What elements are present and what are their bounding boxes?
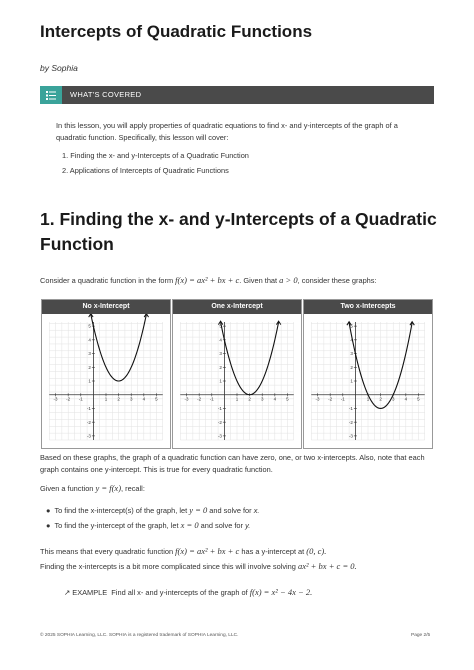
x-tick-label: 4 <box>273 396 277 402</box>
intro-paragraph: In this lesson, you will apply properties of quadratic equations to find x- and y-intercepts of the graph of a quadratic function. Specifically, this lesson will cover: <box>56 121 398 142</box>
math: y = 0 <box>189 505 208 515</box>
math: f(x) = ax² + bx + c <box>175 275 240 285</box>
text: , consider these graphs: <box>297 276 377 285</box>
x-tick-label: 5 <box>417 396 420 402</box>
y-tick-label: 3 <box>350 351 353 357</box>
math: y = f(x) <box>95 483 122 493</box>
graph-svg <box>42 314 170 448</box>
text: y. <box>245 521 251 530</box>
means-paragraph <box>40 545 326 558</box>
text: x. <box>253 506 260 515</box>
x-tick-label: 1 <box>366 396 370 402</box>
x-tick-label: 1 <box>235 396 239 402</box>
graph-svg <box>173 314 301 448</box>
x-tick-label: 2 <box>117 396 120 402</box>
text: Consider a quadratic function in the form <box>40 276 174 285</box>
based-on-paragraph: Based on these graphs, the graph of a quadratic function can have zero, one, or two x-intercepts. Also, note that each graph contains one y-intercept. This is true for every quadratic function. <box>40 453 425 474</box>
text: , recall: <box>121 484 145 493</box>
graph-two-intercepts <box>303 299 433 449</box>
graph-title: One x-Intercept <box>173 300 301 314</box>
x-tick-label: -1 <box>340 396 345 402</box>
y-tick-label: -1 <box>348 406 353 412</box>
x-tick-label: 2 <box>248 396 251 402</box>
math: (0, c). <box>306 546 327 556</box>
arrow-icon: ↗ <box>64 588 71 597</box>
text: To find the y-intercept of the graph, let <box>54 521 179 530</box>
y-tick-label: 5 <box>350 323 353 329</box>
y-tick-label: 2 <box>350 364 353 370</box>
x-tick-label: -1 <box>78 396 83 402</box>
math: f(x) = x² − 4x − 2. <box>249 587 313 597</box>
y-tick-label: 2 <box>88 364 91 370</box>
y-tick-label: 4 <box>350 337 353 343</box>
x-tick-label: -2 <box>197 396 202 402</box>
y-tick-label: 3 <box>88 351 91 357</box>
x-tick-label: -3 <box>53 396 58 402</box>
x-tick-label: 5 <box>155 396 158 402</box>
y-tick-label: 5 <box>219 323 222 329</box>
x-tick-label: 3 <box>129 396 133 402</box>
y-tick-label: 1 <box>350 378 353 384</box>
x-tick-label: -1 <box>209 396 214 402</box>
graph-svg <box>304 314 432 448</box>
lesson-list <box>62 148 249 178</box>
y-tick-label: 1 <box>219 378 222 384</box>
footer-copyright: © 2025 SOPHIA Learning, LLC. SOPHIA is a registered trademark of SOPHIA Learning, LLC. <box>40 633 239 638</box>
bullet-dot: ● <box>46 521 51 530</box>
consider-paragraph <box>40 274 440 287</box>
page-title: Intercepts of Quadratic Functions <box>40 22 313 41</box>
finding-paragraph <box>40 560 357 573</box>
math: a > 0 <box>279 275 298 285</box>
list-item: 1. Finding the x- and y-Intercepts of a Quadratic Function <box>62 151 249 160</box>
y-tick-label: -2 <box>217 419 222 425</box>
y-tick-label: -3 <box>86 433 91 439</box>
text: has a y-intercept at <box>241 547 305 556</box>
example-label: EXAMPLE <box>72 588 108 597</box>
x-tick-label: 5 <box>286 396 289 402</box>
y-tick-label: 5 <box>88 323 91 329</box>
example-line <box>64 586 312 599</box>
y-tick-label: 1 <box>88 378 91 384</box>
y-tick-label: -2 <box>348 419 353 425</box>
y-tick-label: -1 <box>217 406 222 412</box>
y-tick-label: 4 <box>88 337 91 343</box>
x-tick-label: -3 <box>184 396 189 402</box>
given-paragraph <box>40 482 145 495</box>
y-tick-label: -2 <box>86 419 91 425</box>
y-tick-label: 2 <box>219 364 222 370</box>
graph-title: Two x-Intercepts <box>304 300 432 314</box>
text: This means that every quadratic function <box>40 547 174 556</box>
graph-no-intercept <box>41 299 171 449</box>
bullet-item <box>46 520 250 530</box>
x-tick-label: 4 <box>404 396 408 402</box>
x-tick-label: 3 <box>391 396 395 402</box>
text: and solve for <box>200 521 243 530</box>
y-tick-label: -3 <box>217 433 222 439</box>
text: . Given that <box>239 276 278 285</box>
byline: by Sophia <box>40 63 78 73</box>
x-tick-label: -3 <box>315 396 320 402</box>
y-tick-label: -3 <box>348 433 353 439</box>
bullet-item <box>46 505 259 515</box>
math: ax² + bx + c = 0. <box>297 561 357 571</box>
bullet-dot: ● <box>46 506 51 515</box>
x-tick-label: 2 <box>379 396 382 402</box>
list-item: 2. Applications of Intercepts of Quadratic Functions <box>62 166 229 175</box>
x-tick-label: 3 <box>260 396 264 402</box>
y-tick-label: 4 <box>219 337 222 343</box>
graph-title: No x-Intercept <box>42 300 170 314</box>
x-tick-label: -2 <box>66 396 71 402</box>
text: Given a function <box>40 484 94 493</box>
y-tick-label: -1 <box>86 406 91 412</box>
list-icon <box>40 86 62 104</box>
x-tick-label: 1 <box>104 396 108 402</box>
text: Find all x- and y-intercepts of the graph of <box>111 588 248 597</box>
y-tick-label: 3 <box>219 351 222 357</box>
math: f(x) = ax² + bx + c <box>175 546 240 556</box>
x-tick-label: -2 <box>328 396 333 402</box>
section-heading: 1. Finding the x- and y-Intercepts of a Quadratic Function <box>40 209 437 254</box>
whats-covered-label: WHAT'S COVERED <box>70 90 142 99</box>
text: To find the x-intercept(s) of the graph, let <box>54 506 188 515</box>
footer-page-number: Page 2/5 <box>411 633 431 638</box>
graph-one-intercept <box>172 299 302 449</box>
x-tick-label: 4 <box>142 396 146 402</box>
text: Finding the x-intercepts is a bit more complicated since this will involve solving <box>40 562 296 571</box>
text: and solve for <box>209 506 252 515</box>
math: x = 0 <box>180 520 199 530</box>
